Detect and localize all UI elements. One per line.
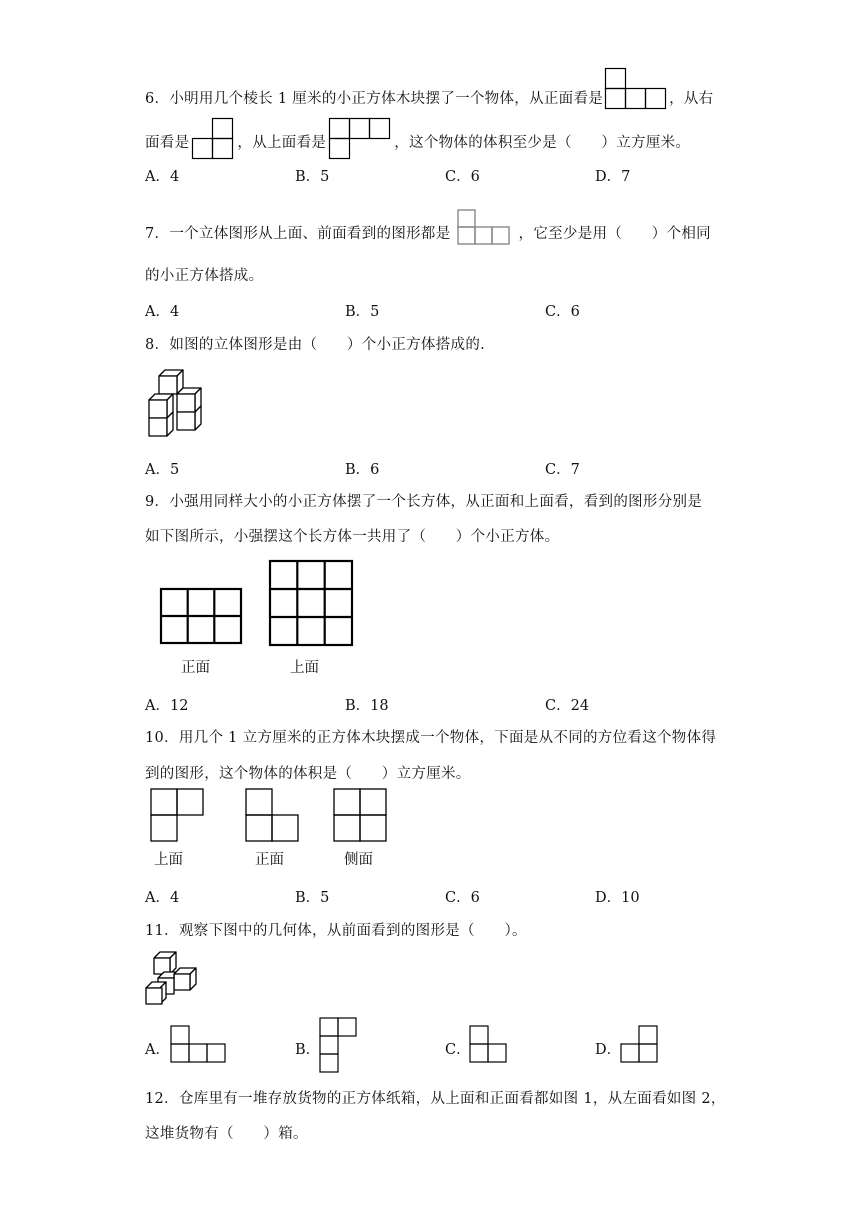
q7-option-a[interactable]: A．4 bbox=[145, 304, 180, 320]
q9-top-view-grid bbox=[269, 560, 353, 646]
q6-option-d[interactable]: D．7 bbox=[595, 169, 631, 185]
q11-option-c-figure[interactable] bbox=[469, 1025, 509, 1065]
q10-option-d[interactable]: D．10 bbox=[595, 890, 640, 906]
q7-line2: 的小正方体搭成。 bbox=[145, 268, 264, 284]
q6-line1 bbox=[145, 78, 713, 120]
q6-text-part3: 面看是 bbox=[145, 135, 190, 151]
q10-top-view-figure bbox=[150, 788, 204, 842]
q8-option-a[interactable]: A．5 bbox=[145, 462, 180, 478]
q12-line1: 12．仓库里有一堆存放货物的正方体纸箱，从上面和正面看都如图 1，从左面看如图 2， bbox=[145, 1091, 726, 1107]
q11-option-b[interactable]: B． bbox=[295, 1042, 321, 1058]
q9-caption-top: 上面 bbox=[290, 660, 319, 676]
q12-line2: 这堆货物有（ ）箱。 bbox=[145, 1126, 308, 1142]
q10-option-b[interactable]: B．5 bbox=[295, 890, 330, 906]
q10-side-view-figure bbox=[333, 788, 387, 842]
q6-front-view-figure bbox=[605, 68, 667, 110]
q10-caption-top: 上面 bbox=[154, 852, 183, 868]
q10-option-c[interactable]: C．6 bbox=[445, 890, 480, 906]
q6-text-part2: ，从右 bbox=[669, 91, 714, 107]
q10-front-view-figure bbox=[245, 788, 299, 842]
q6-top-view-figure bbox=[328, 118, 392, 160]
q6-line2 bbox=[145, 122, 690, 164]
q10-line2: 到的图形，这个物体的体积是（ ）立方厘米。 bbox=[145, 766, 471, 782]
q9-option-c[interactable]: C．24 bbox=[545, 698, 590, 714]
q7-option-b[interactable]: B．5 bbox=[345, 304, 380, 320]
q11-option-c[interactable]: C． bbox=[445, 1042, 471, 1058]
q7-text-part1: 7．一个立体图形从上面、前面看到的图形都是 bbox=[145, 226, 451, 242]
q6-option-c[interactable]: C．6 bbox=[445, 169, 480, 185]
q10-option-a[interactable]: A．4 bbox=[145, 890, 180, 906]
q6-option-a[interactable]: A．4 bbox=[145, 169, 180, 185]
q11-option-a-figure[interactable] bbox=[170, 1025, 228, 1065]
q8-option-b[interactable]: B．6 bbox=[345, 462, 380, 478]
q10-caption-side: 侧面 bbox=[344, 852, 373, 868]
q11-text: 11．观察下图中的几何体，从前面看到的图形是（ ）。 bbox=[145, 923, 527, 939]
q7-option-c[interactable]: C．6 bbox=[545, 304, 580, 320]
q6-option-b[interactable]: B．5 bbox=[295, 169, 330, 185]
q6-text-part4: ，从上面看是 bbox=[237, 135, 327, 151]
q11-option-a[interactable]: A． bbox=[145, 1042, 170, 1058]
q7-text-part2: ，它至少是用（ ）个相同 bbox=[518, 226, 711, 242]
q9-front-view-grid bbox=[160, 588, 242, 644]
q7-line1 bbox=[145, 215, 711, 253]
q6-right-view-figure bbox=[191, 118, 235, 160]
q8-text: 8．如图的立体图形是由（ ）个小正方体搭成的. bbox=[145, 337, 486, 353]
q11-option-d[interactable]: D． bbox=[595, 1042, 622, 1058]
q11-option-b-figure[interactable] bbox=[319, 1017, 359, 1073]
q11-cube-stack-figure bbox=[144, 950, 204, 1006]
q10-caption-front: 正面 bbox=[255, 852, 284, 868]
q6-text-part5: ，这个物体的体积至少是（ ）立方厘米。 bbox=[394, 135, 691, 151]
q9-line1: 9．小强用同样大小的小正方体摆了一个长方体，从正面和上面看，看到的图形分别是 bbox=[145, 494, 703, 510]
q7-view-figure bbox=[457, 209, 513, 247]
q10-line1: 10．用几个 1 立方厘米的正方体木块摆成一个物体，下面是从不同的方位看这个物体得 bbox=[145, 730, 717, 746]
q9-option-a[interactable]: A．12 bbox=[145, 698, 189, 714]
q8-option-c[interactable]: C．7 bbox=[545, 462, 580, 478]
q6-text-part1: 6．小明用几个棱长 1 厘米的小正方体木块摆了一个物体，从正面看是 bbox=[145, 91, 604, 107]
q9-line2: 如下图所示，小强摆这个长方体一共用了（ ）个小正方体。 bbox=[145, 529, 560, 545]
q9-option-b[interactable]: B．18 bbox=[345, 698, 389, 714]
q8-cube-stack-figure bbox=[145, 366, 207, 440]
q9-caption-front: 正面 bbox=[181, 660, 210, 676]
q11-option-d-figure[interactable] bbox=[620, 1025, 660, 1065]
